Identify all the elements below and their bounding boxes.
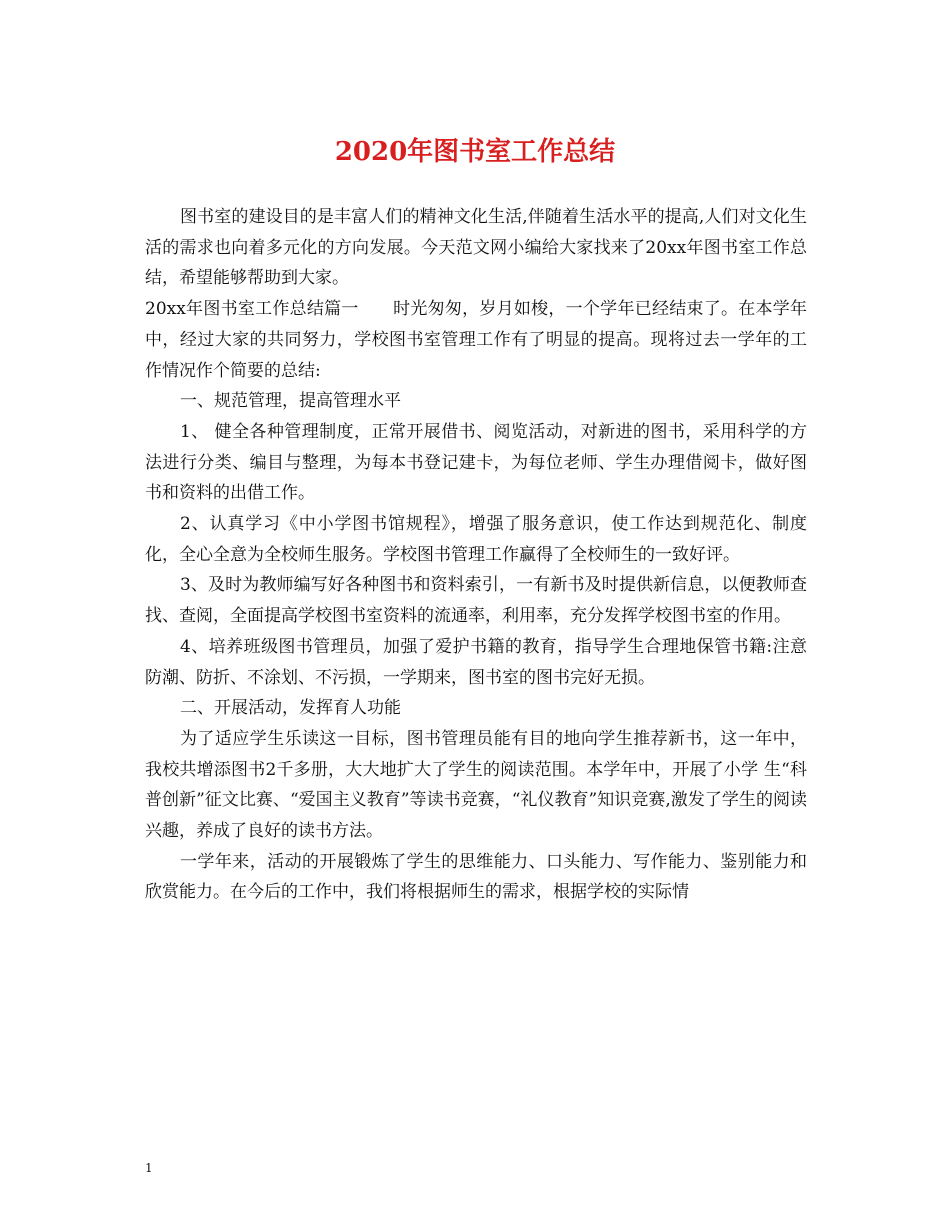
paragraph: 20xx年图书室工作总结篇一 时光匆匆，岁月如梭，一个学年已经结束了。在本学年中，经过大家的共同努力，学校图书室管理工作有了明显的提高。现将过去一学年的工作情况作个简要的总结: bbox=[145, 299, 807, 381]
paragraph: 图书室的建设目的是丰富人们的精神文化生活,伴随着生活水平的提高,人们对文化生活的需求也向着多元化的方向发展。今天范文网小编给大家找来了20xx年图书室工作总结，希望能够帮助到大家。 bbox=[145, 207, 807, 289]
paragraph: 1、 健全各种管理制度，正常开展借书、阅览活动，对新进的图书，采用科学的方法进行分类、编目与整理，为每本书登记建卡，为每位老师、学生办理借阅卡，做好图书和资料的出借工作。 bbox=[145, 421, 807, 504]
paragraph: 4、培养班级图书管理员，加强了爱护书籍的教育，指导学生合理地保管书籍:注意防潮、防折、不涂划、不污损，一学期来，图书室的图书完好无损。 bbox=[145, 636, 807, 688]
paragraph: 一学年来，活动的开展锻炼了学生的思维能力、口头能力、写作能力、鉴别能力和欣赏能力。在今后的工作中，我们将根据师生的需求，根据学校的实际情 bbox=[145, 851, 807, 903]
paragraph: 2、认真学习《中小学图书馆规程》，增强了服务意识，使工作达到规范化、制度化，全心全意为全校师生服务。学校图书管理工作赢得了全校师生的一致好评。 bbox=[145, 514, 807, 565]
document-body bbox=[145, 202, 807, 908]
page-number: 1 bbox=[145, 1161, 153, 1175]
paragraph: 一、规范管理，提高管理水平 bbox=[180, 391, 401, 412]
paragraph: 二、开展活动，发挥育人功能 bbox=[180, 698, 401, 719]
paragraph: 为了适应学生乐读这一目标，图书管理员能有目的地向学生推荐新书，这一年中，我校共增添图书2千多册，大大地扩大了学生的阅读范围。本学年中，开展了小学 生“科普创新”征文比赛、“爱国主义教育”等读书竞赛，“礼仪教育”知识竞赛,激发了学生的阅读兴趣，养成了良好的读书方法。 bbox=[145, 728, 807, 842]
paragraph: 3、及时为教师编写好各种图书和资料索引，一有新书及时提供新信息，以便教师查找、查阅，全面提高学校图书室资料的流通率，利用率，充分发挥学校图书室的作用。 bbox=[145, 575, 807, 627]
document-title: 2020年图书室工作总结 bbox=[334, 137, 616, 167]
